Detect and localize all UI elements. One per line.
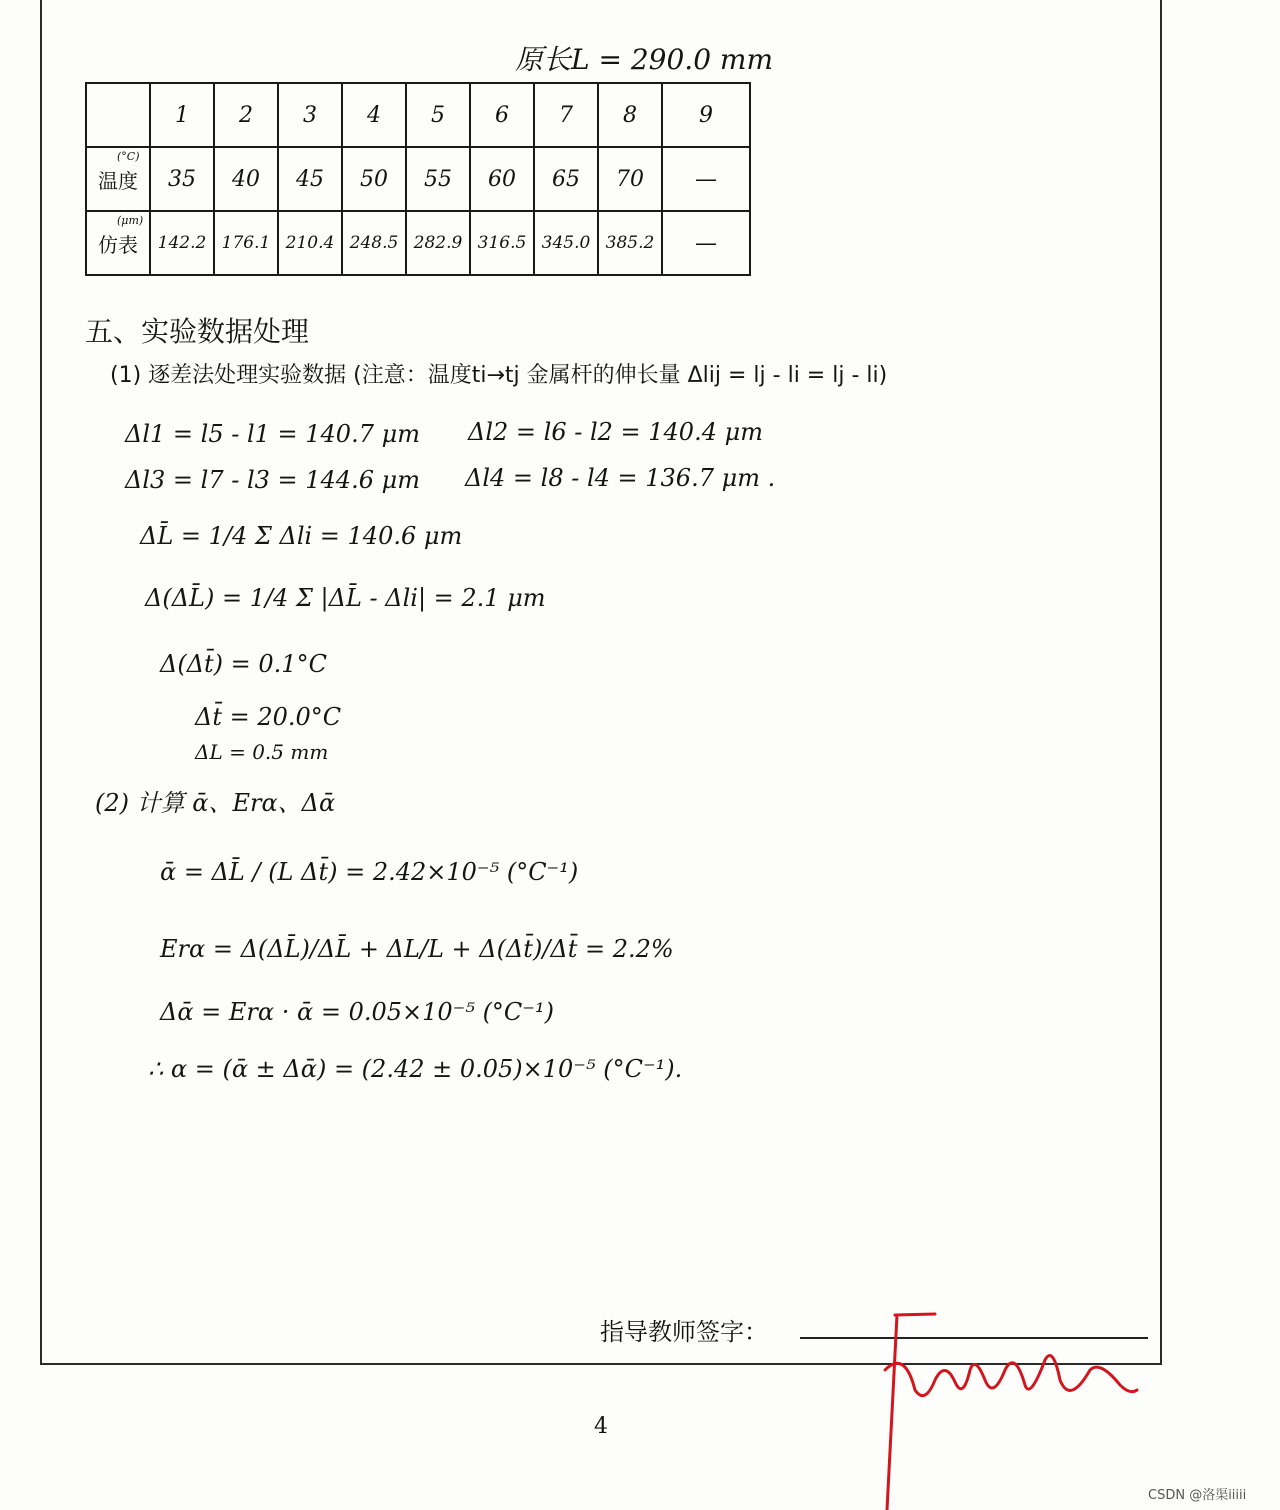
signature-label: 指导教师签字：	[600, 1318, 768, 1346]
formula-line: Δl2 = l6 - l2 = 140.4 μm	[468, 418, 763, 446]
table-cell: 345.0	[534, 211, 598, 275]
table-cell: 282.9	[406, 211, 470, 275]
table-cell: 70	[598, 147, 662, 211]
table-col-header: 7	[534, 83, 598, 147]
formula-line: Δ(ΔL̄) = 1/4 Σ |ΔL̄ - Δli| = 2.1 μm	[145, 584, 546, 612]
formula-line: ᾱ = ΔL̄ / (L Δt̄) = 2.42×10⁻⁵ (°C⁻¹)	[160, 858, 579, 886]
page-border-left	[40, 0, 42, 1365]
formula-line: Δ(Δt̄) = 0.1°C	[160, 650, 327, 678]
table-cell: 176.1	[214, 211, 278, 275]
row-label: 温度	[98, 168, 138, 193]
table-cell: —	[662, 211, 750, 275]
table-header-row	[86, 83, 750, 147]
step2-heading: (2) 计算 ᾱ、Erα、Δᾱ	[95, 789, 336, 817]
formula-line: Δᾱ = Erα · ᾱ = 0.05×10⁻⁵ (°C⁻¹)	[160, 998, 554, 1026]
formula-line: Δl1 = l5 - l1 = 140.7 μm	[125, 420, 420, 448]
table-col-header: 3	[278, 83, 342, 147]
formula-line: Δl4 = l8 - l4 = 136.7 μm .	[465, 464, 776, 492]
table-col-header: 1	[150, 83, 214, 147]
table-col-header: 8	[598, 83, 662, 147]
table-cell: 35	[150, 147, 214, 211]
table-cell: —	[662, 147, 750, 211]
table-row	[86, 147, 750, 211]
table-cell: 45	[278, 147, 342, 211]
watermark: CSDN @洛渠iiiii	[1148, 1488, 1247, 1503]
formula-line: Erα = Δ(ΔL̄)/ΔL̄ + ΔL/L + Δ(Δt̄)/Δt̄ = 2.2%	[160, 935, 674, 963]
row-label-cell	[86, 211, 150, 275]
table-cell: 316.5	[470, 211, 534, 275]
section-title: 五、实验数据处理	[85, 315, 310, 348]
table-cell: 50	[342, 147, 406, 211]
table-cell: 385.2	[598, 211, 662, 275]
table-col-header: 6	[470, 83, 534, 147]
table-cell: 55	[406, 147, 470, 211]
table-cell: 40	[214, 147, 278, 211]
formula-line: ΔL = 0.5 mm	[195, 740, 329, 764]
formula-line: ΔL̄ = 1/4 Σ Δli = 140.6 μm	[140, 522, 463, 550]
row-label-cell	[86, 147, 150, 211]
table-col-header: 5	[406, 83, 470, 147]
page-number: 4	[594, 1414, 608, 1439]
original-length: 原长L = 290.0 mm	[515, 43, 774, 76]
row-label: 仿表	[98, 232, 138, 257]
table-col-header: 9	[662, 83, 750, 147]
formula-line: Δt̄ = 20.0°C	[195, 703, 342, 731]
formula-line: ∴ α = (ᾱ ± Δᾱ) = (2.42 ± 0.05)×10⁻⁵ (°C⁻¹).	[148, 1055, 683, 1083]
page-border-right	[1160, 0, 1162, 1365]
formula-line: Δl3 = l7 - l3 = 144.6 μm	[125, 466, 420, 494]
table-cell: 65	[534, 147, 598, 211]
handwritten-signature	[875, 1310, 1145, 1510]
row-unit: (μm)	[117, 214, 144, 227]
row-unit: (°C)	[117, 150, 140, 163]
table-cell: 60	[470, 147, 534, 211]
table-cell: 210.4	[278, 211, 342, 275]
step1-heading: (1) 逐差法处理实验数据 (注意：温度ti→tj 金属杆的伸长量 Δlij = lj - li = lj - li)	[110, 363, 888, 388]
table-corner-cell	[86, 83, 150, 147]
table-col-header: 4	[342, 83, 406, 147]
data-table	[85, 82, 751, 276]
table-cell: 142.2	[150, 211, 214, 275]
table-cell: 248.5	[342, 211, 406, 275]
table-col-header: 2	[214, 83, 278, 147]
table-row	[86, 211, 750, 275]
